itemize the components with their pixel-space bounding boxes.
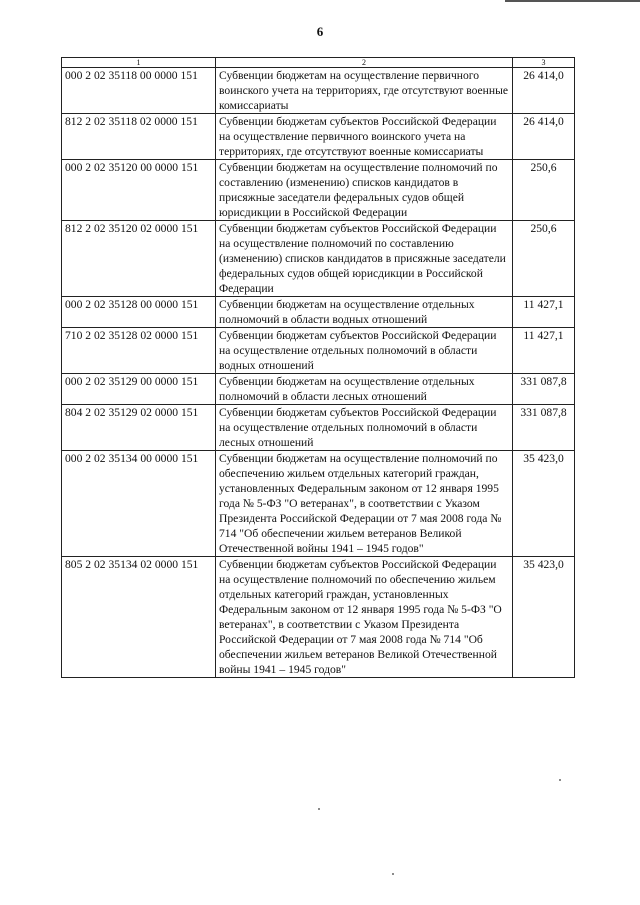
budget-table xyxy=(61,57,575,678)
amount-cell: 35 423,0 xyxy=(513,557,575,678)
budget-code-cell: 000 2 02 35118 00 0000 151 xyxy=(62,68,216,114)
amount-cell: 11 427,1 xyxy=(513,297,575,328)
table-row xyxy=(62,297,575,328)
column-header-amount: 3 xyxy=(513,58,575,68)
table-row xyxy=(62,68,575,114)
scan-edge-mark xyxy=(505,0,640,2)
budget-code-cell: 804 2 02 35129 02 0000 151 xyxy=(62,405,216,451)
revenue-name-cell: Субвенции бюджетам субъектов Российской Федерации на осуществление отдельных полномочий в области водных отношений xyxy=(216,328,513,374)
column-header-name: 2 xyxy=(216,58,513,68)
amount-cell: 250,6 xyxy=(513,160,575,221)
amount-cell: 331 087,8 xyxy=(513,374,575,405)
table-row xyxy=(62,405,575,451)
table-row xyxy=(62,221,575,297)
budget-code-cell: 000 2 02 35120 00 0000 151 xyxy=(62,160,216,221)
table-header-row xyxy=(62,58,575,68)
budget-code-cell: 000 2 02 35128 00 0000 151 xyxy=(62,297,216,328)
scan-speck xyxy=(392,873,394,875)
scan-speck xyxy=(559,779,561,781)
table-row xyxy=(62,328,575,374)
table-row xyxy=(62,160,575,221)
column-header-code: 1 xyxy=(62,58,216,68)
amount-cell: 250,6 xyxy=(513,221,575,297)
revenue-name-cell: Субвенции бюджетам на осуществление первичного воинского учета на территориях, где отсутствуют военные комиссариаты xyxy=(216,68,513,114)
revenue-name-cell: Субвенции бюджетам на осуществление отдельных полномочий в области лесных отношений xyxy=(216,374,513,405)
revenue-name-cell: Субвенции бюджетам на осуществление полномочий по обеспечению жильем отдельных категорий граждан, установленных Федеральным законом от 12 января 1995 года № 5-ФЗ "О ветеранах", в соответствии с Указом Президента Российской Федерации от 7 мая 2008 года № 714 "Об обеспечении жильем ветеранов Великой Отечественной войны 1941 – 1945 годов" xyxy=(216,451,513,557)
amount-cell: 35 423,0 xyxy=(513,451,575,557)
amount-cell: 331 087,8 xyxy=(513,405,575,451)
revenue-name-cell: Субвенции бюджетам субъектов Российской Федерации на осуществление полномочий по обеспечению жильем отдельных категорий граждан, установленных Федеральным законом от 12 января 1995 года № 5-ФЗ "О ветеранах", в соответствии с Указом Президента Российской Федерации от 7 мая 2008 года № 714 "Об обеспечении жильем ветеранов Великой Отечественной войны 1941 – 1945 годов" xyxy=(216,557,513,678)
revenue-name-cell: Субвенции бюджетам субъектов Российской Федерации на осуществление первичного воинского учета на территориях, где отсутствуют военные комиссариаты xyxy=(216,114,513,160)
budget-code-cell: 805 2 02 35134 02 0000 151 xyxy=(62,557,216,678)
budget-code-cell: 710 2 02 35128 02 0000 151 xyxy=(62,328,216,374)
table-row xyxy=(62,557,575,678)
budget-code-cell: 000 2 02 35129 00 0000 151 xyxy=(62,374,216,405)
budget-code-cell: 000 2 02 35134 00 0000 151 xyxy=(62,451,216,557)
table-row xyxy=(62,374,575,405)
amount-cell: 26 414,0 xyxy=(513,114,575,160)
scan-speck xyxy=(318,808,320,810)
amount-cell: 26 414,0 xyxy=(513,68,575,114)
revenue-name-cell: Субвенции бюджетам на осуществление полномочий по составлению (изменению) списков кандидатов в присяжные заседатели федеральных судов общей юрисдикции в Российской Федерации xyxy=(216,160,513,221)
budget-code-cell: 812 2 02 35120 02 0000 151 xyxy=(62,221,216,297)
revenue-name-cell: Субвенции бюджетам на осуществление отдельных полномочий в области водных отношений xyxy=(216,297,513,328)
table-row xyxy=(62,114,575,160)
revenue-name-cell: Субвенции бюджетам субъектов Российской Федерации на осуществление полномочий по составлению (изменению) списков кандидатов в присяжные заседатели федеральных судов общей юрисдикции в Российской Федерации xyxy=(216,221,513,297)
amount-cell: 11 427,1 xyxy=(513,328,575,374)
page-number: 6 xyxy=(316,24,324,39)
table-row xyxy=(62,451,575,557)
budget-code-cell: 812 2 02 35118 02 0000 151 xyxy=(62,114,216,160)
revenue-name-cell: Субвенции бюджетам субъектов Российской Федерации на осуществление отдельных полномочий в области лесных отношений xyxy=(216,405,513,451)
